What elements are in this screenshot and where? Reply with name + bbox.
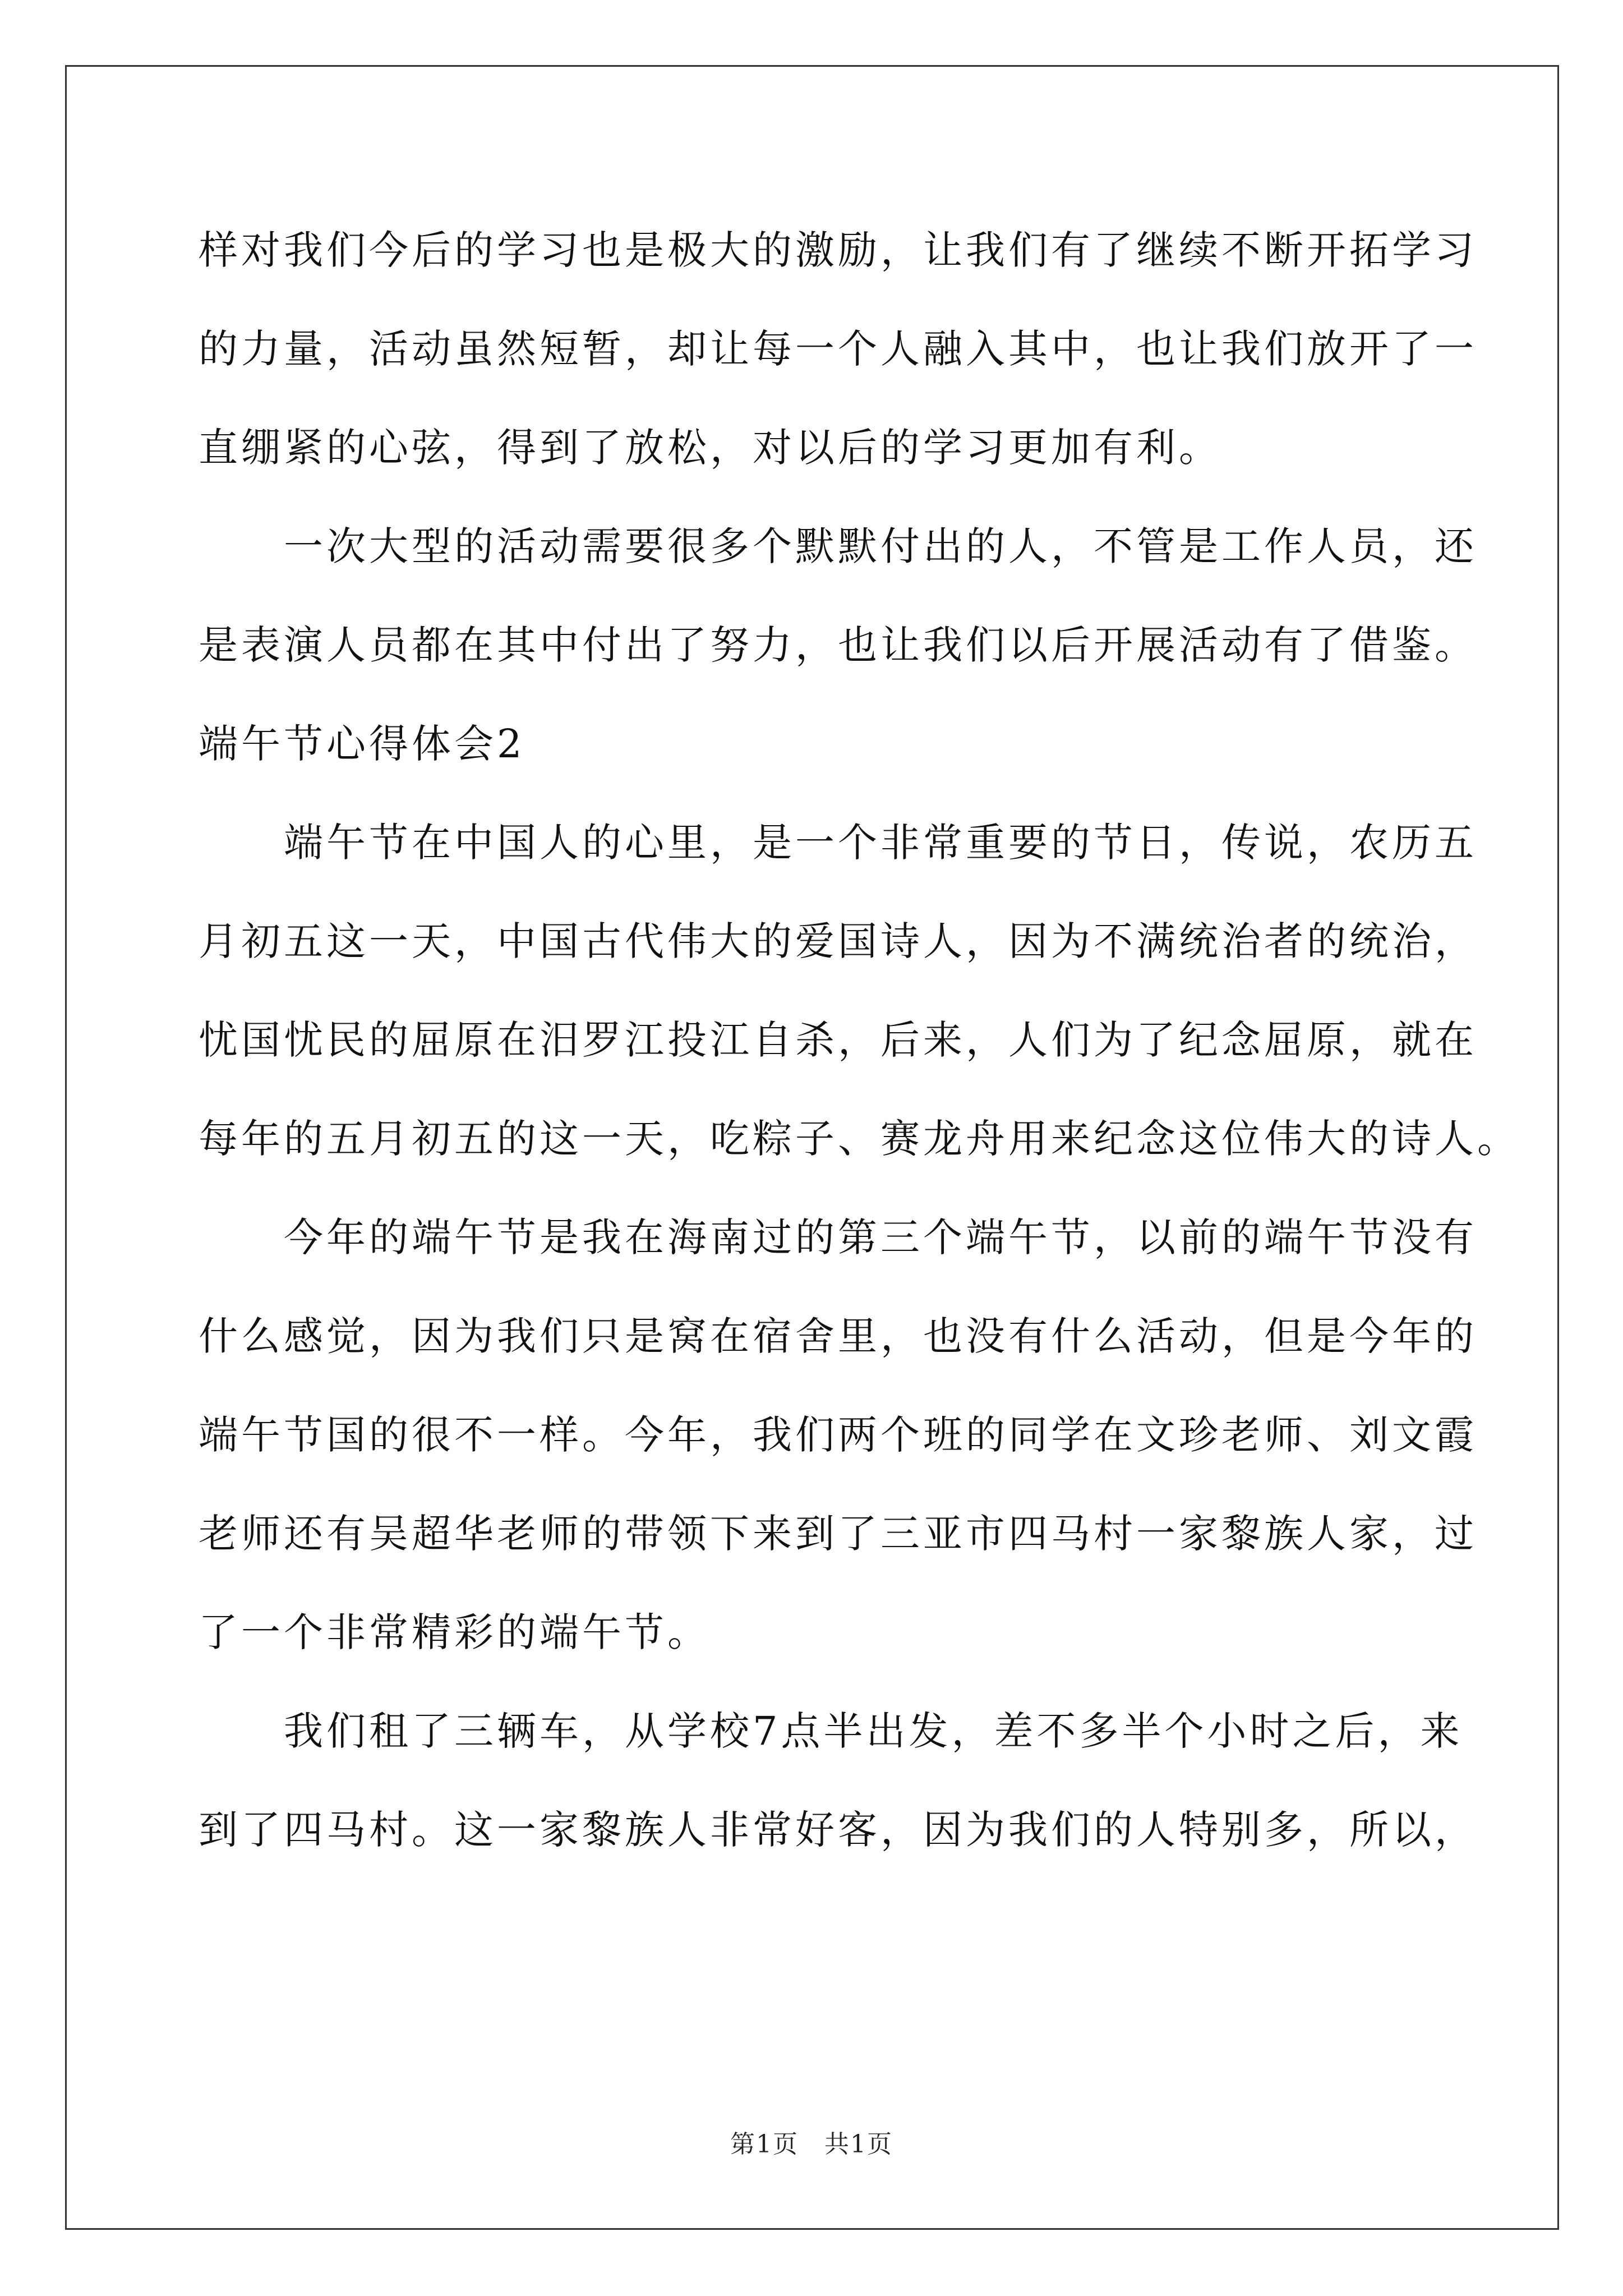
text-line: 一次大型的活动需要很多个默默付出的人，不管是工作人员，还: [284, 523, 1477, 569]
text-line: 是表演人员都在其中付出了努力，也让我们以后开展活动有了借鉴。: [199, 622, 1477, 668]
text-line: 端午节国的很不一样。今年，我们两个班的同学在文珍老师、刘文霞: [199, 1412, 1477, 1458]
text-line: 老师还有吴超华老师的带领下来到了三亚市四马村一家黎族人家，过: [199, 1511, 1477, 1557]
text-line: 每年的五月初五的这一天，吃粽子、赛龙舟用来纪念这位伟大的诗人。: [199, 1116, 1520, 1162]
section-heading: 端午节心得体会2: [199, 721, 525, 767]
text-line: 今年的端午节是我在海南过的第三个端午节，以前的端午节没有: [284, 1214, 1477, 1260]
text-line: 直绷紧的心弦，得到了放松，对以后的学习更加有利。: [199, 425, 1221, 471]
page-footer: 第1页 共1页: [730, 2130, 893, 2159]
text-line: 月初五这一天，中国古代伟大的爱国诗人，因为不满统治者的统治，: [199, 918, 1477, 964]
text-line: 我们租了三辆车，从学校7点半出发，差不多半个小时之后，来: [284, 1708, 1463, 1754]
text-line: 的力量，活动虽然短暂，却让每一个人融入其中，也让我们放开了一: [199, 326, 1477, 372]
text-line: 端午节在中国人的心里，是一个非常重要的节日，传说，农历五: [284, 820, 1477, 866]
text-line: 忧国忧民的屈原在汨罗江投江自杀，后来，人们为了纪念屈原，就在: [199, 1017, 1477, 1063]
text-line: 什么感觉，因为我们只是窝在宿舍里，也没有什么活动，但是今年的: [199, 1313, 1477, 1359]
document-body: [199, 222, 1520, 1901]
text-line: 样对我们今后的学习也是极大的激励，让我们有了继续不断开拓学习: [199, 227, 1477, 273]
text-line: 到了四马村。这一家黎族人非常好客，因为我们的人特别多，所以，: [199, 1807, 1477, 1853]
text-line: 了一个非常精彩的端午节。: [199, 1609, 710, 1655]
